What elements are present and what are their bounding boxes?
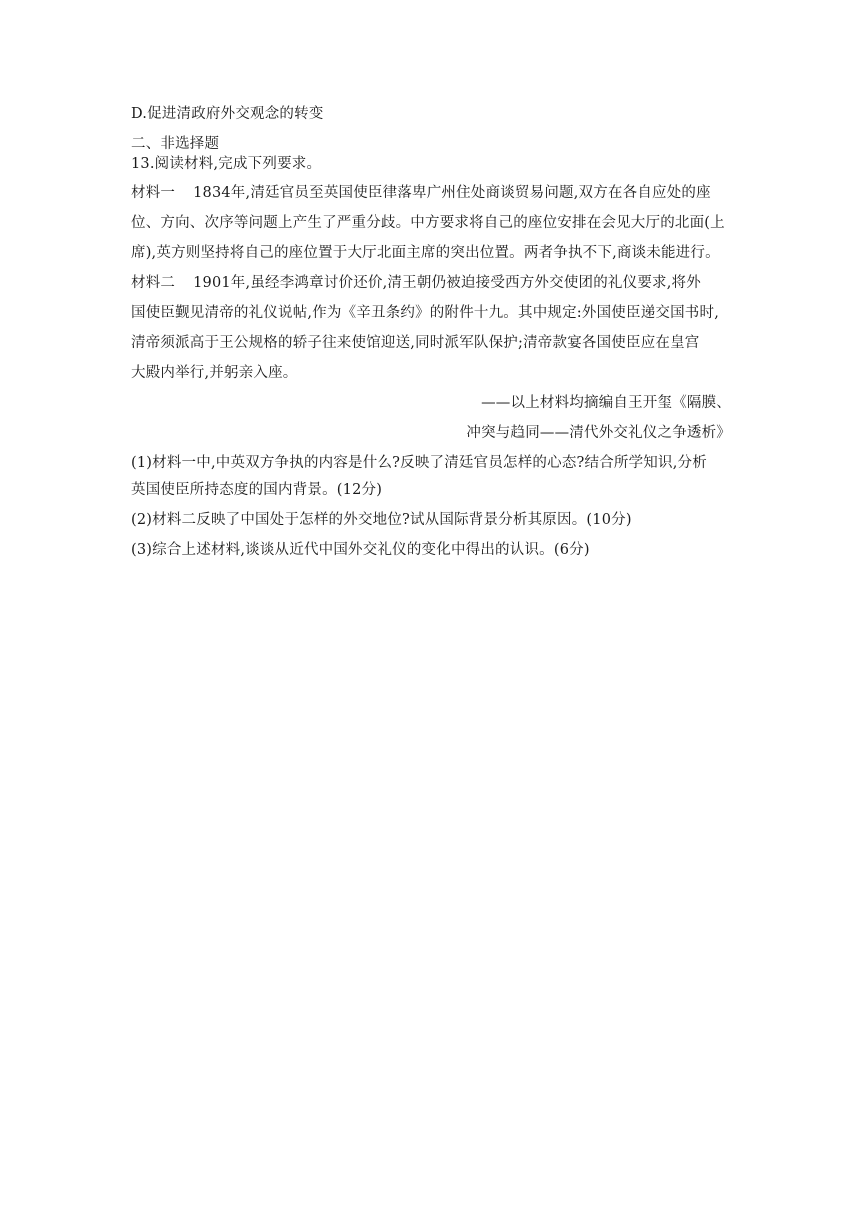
material-two-line-1 [131,273,731,293]
sub-question-2: (2)材料二反映了中国处于怎样的外交地位?试从国际背景分析其原因。(10分) [131,512,632,528]
material-one-text-1: 1834年,清廷官员至英国使臣律落卑广州住处商谈贸易问题,双方在各自应处的座 [193,185,711,201]
material-one-line-2: 位、方向、次序等问题上产生了严重分歧。中方要求将自己的座位安排在会见大厅的北面(上 [131,215,725,231]
material-two-line-4: 大殿内举行,并躬亲入座。 [131,365,298,381]
material-one-line-3: 席),英方则坚持将自己的座位置于大厅北面主席的突出位置。两者争执不下,商谈未能进行。 [131,245,720,261]
section-title: 二、非选择题 [131,136,220,152]
material-one-label: 材料一 [131,185,176,201]
sub-question-3: (3)综合上述材料,谈谈从近代中国外交礼仪的变化中得出的认识。(6分) [131,542,590,558]
source-line-2: 冲突与趋同——清代外交礼仪之争透析》 [466,425,731,441]
question-stem: 13.阅读材料,完成下列要求。 [131,156,322,172]
material-two-label: 材料二 [131,275,176,291]
material-one-line-1 [131,183,731,203]
sub-question-1-line-2: 英国使臣所持态度的国内背景。(12分) [131,482,383,498]
source-line-1: ——以上材料均摘编自王开玺《隔膜、 [481,395,731,411]
material-two-line-3: 清帝须派高于王公规格的轿子往来使馆迎送,同时派军队保护;清帝款宴各国使臣应在皇宫 [131,335,700,351]
sub-question-1-line-1: (1)材料一中,中英双方争执的内容是什么?反映了清廷官员怎样的心态?结合所学知识,分析 [131,455,707,471]
material-two-line-2: 国使臣觐见清帝的礼仪说帖,作为《辛丑条约》的附件十九。其中规定:外国使臣递交国书时, [131,305,719,321]
option-d: D.促进清政府外交观念的转变 [131,106,324,122]
material-two-text-1: 1901年,虽经李鸿章讨价还价,清王朝仍被迫接受西方外交使团的礼仪要求,将外 [193,275,701,291]
